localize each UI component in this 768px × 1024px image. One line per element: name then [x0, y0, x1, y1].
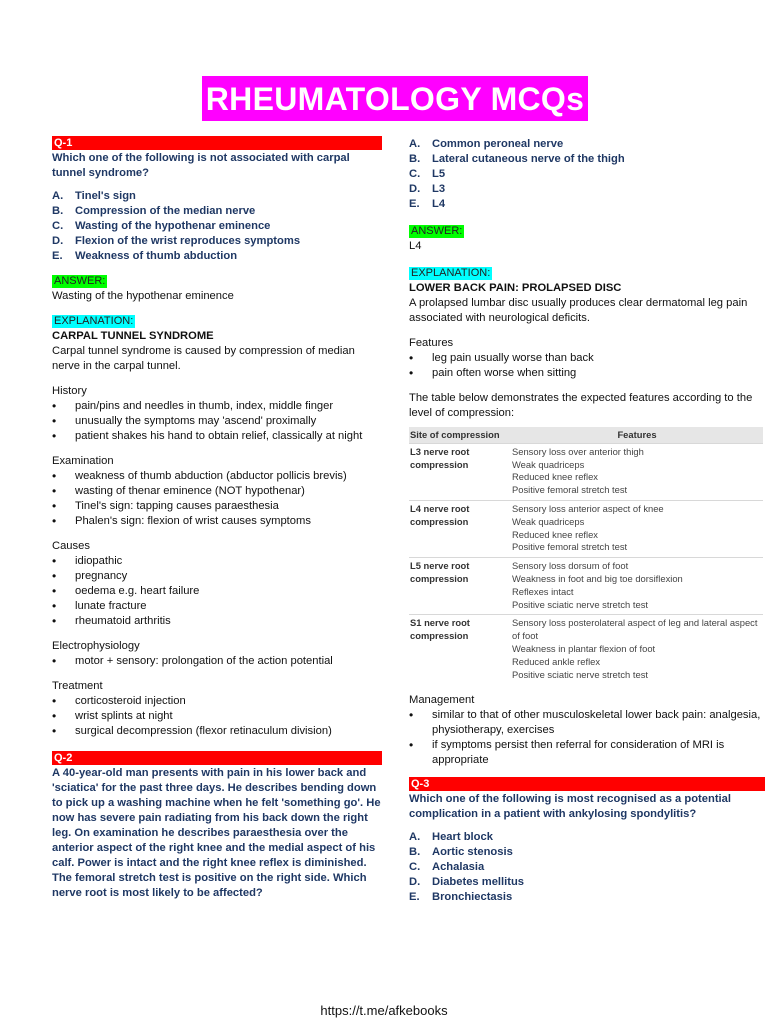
option-text: Wasting of the hypothenar eminence [75, 220, 271, 232]
option-letter: D. [409, 183, 421, 195]
bullet-item: • Phalen's sign: flexion of wrist causes symptoms [52, 514, 382, 529]
bullet-item: • wrist splints at night [52, 709, 382, 724]
option-text: Compression of the median nerve [75, 205, 256, 217]
section-heading: Management [409, 694, 475, 707]
option-item [409, 860, 765, 875]
explanation-badge: EXPLANATION: [54, 315, 134, 327]
feature-line: Weakness in plantar flexion of foot [512, 642, 656, 654]
feature-line: Positive sciatic nerve stretch test [512, 668, 648, 680]
bullet-list [52, 654, 382, 669]
site-cell: L4 nerve root compression [409, 500, 511, 557]
option-item [52, 234, 382, 249]
section-heading: Causes [52, 540, 90, 552]
bullet-item: • motor + sensory: prolongation of the action potential [52, 654, 382, 669]
bullet-item: • leg pain usually worse than back [409, 351, 765, 366]
option-text: Common peroneal nerve [432, 138, 564, 150]
bullet-item: • similar to that of other musculoskeletal lower back pain: analgesia, physiotherapy, exercises [409, 708, 765, 738]
feature-line: Sensory loss over anterior thigh [512, 445, 644, 457]
bullet-item: • pain often worse when sitting [409, 366, 765, 381]
feature-line: Sensory loss posterolateral aspect of leg and lateral aspect of foot [512, 617, 758, 642]
explanation-title: LOWER BACK PAIN: PROLAPSED DISC [409, 282, 622, 294]
option-letter: A. [409, 831, 421, 844]
option-item [52, 189, 382, 204]
bullet-item: • idiopathic [52, 554, 382, 569]
table-row [409, 615, 763, 684]
option-letter: B. [409, 846, 421, 859]
option-letter: C. [52, 220, 64, 232]
feature-line: Sensory loss anterior aspect of knee [512, 502, 664, 514]
options-list [52, 189, 382, 264]
option-text: L5 [432, 168, 446, 180]
feature-line: Positive sciatic nerve stretch test [512, 598, 648, 610]
feature-line: Reduced knee reflex [512, 471, 598, 483]
table-row [409, 500, 763, 557]
answer-badge: ANSWER: [54, 275, 106, 287]
option-text: Aortic stenosis [432, 846, 513, 859]
bullet-item: • wasting of thenar eminence (NOT hypothenar) [52, 484, 382, 499]
question-text: Which one of the following is most recognised as a potential complication in a patient with ankylosing spondylitis? [409, 793, 731, 821]
option-letter: D. [409, 876, 421, 889]
footer-link[interactable]: https://t.me/afkebooks [320, 1003, 448, 1018]
option-item [52, 249, 382, 264]
bullet-item: • lunate fracture [52, 599, 382, 614]
option-text: Weakness of thumb abduction [75, 250, 238, 262]
option-letter: A. [409, 138, 421, 150]
bullet-list [52, 399, 382, 444]
section-heading: Treatment [52, 680, 103, 692]
explanation-intro: Carpal tunnel syndrome is caused by compression of median nerve in the carpal tunnel. [52, 345, 355, 372]
option-item [409, 182, 765, 197]
question-label: Q-2 [52, 751, 382, 765]
features-cell [511, 443, 763, 500]
feature-line: Reduced knee reflex [512, 528, 598, 540]
option-letter: D. [52, 235, 64, 247]
option-letter: C. [409, 168, 421, 180]
option-text: L3 [432, 183, 446, 195]
answer-text: Wasting of the hypothenar eminence [52, 290, 234, 302]
table-row [409, 443, 763, 500]
options-list [409, 137, 765, 212]
option-text: Flexion of the wrist reproduces symptoms [75, 235, 301, 247]
table-intro: The table below demonstrates the expected features according to the level of compression: [409, 392, 753, 419]
bullet-item: • surgical decompression (flexor retinaculum division) [52, 724, 382, 739]
option-item [409, 167, 765, 182]
bullet-item: • oedema e.g. heart failure [52, 584, 382, 599]
option-item [52, 219, 382, 234]
explanation-badge: EXPLANATION: [411, 267, 491, 279]
option-item [409, 875, 765, 890]
section-heading: History [52, 385, 87, 397]
option-item [409, 197, 765, 212]
option-text: Diabetes mellitus [432, 876, 525, 889]
option-letter: E. [52, 250, 63, 262]
bullet-item: • rheumatoid arthritis [52, 614, 382, 629]
option-letter: B. [52, 205, 64, 217]
feature-line: Reduced ankle reflex [512, 655, 601, 667]
bullet-item: • pregnancy [52, 569, 382, 584]
feature-line: Positive femoral stretch test [512, 541, 628, 553]
bullet-item: • Tinel's sign: tapping causes paraesthesia [52, 499, 382, 514]
option-text: Achalasia [432, 861, 485, 874]
site-cell: L3 nerve root compression [409, 443, 511, 500]
table-header: Site of compression [409, 427, 511, 443]
right-column [409, 136, 765, 905]
option-text: L4 [432, 198, 446, 210]
bullet-list [409, 708, 765, 768]
option-text: Bronchiectasis [432, 891, 513, 904]
explanation-title: CARPAL TUNNEL SYNDROME [52, 330, 214, 342]
bullet-item: • weakness of thumb abduction (abductor pollicis brevis) [52, 469, 382, 484]
section-heading: Electrophysiology [52, 640, 140, 652]
option-item [409, 137, 765, 152]
bullet-item: • if symptoms persist then referral for consideration of MRI is appropriate [409, 738, 765, 768]
left-column [52, 136, 382, 901]
question-text: Which one of the following is not associated with carpal tunnel syndrome? [52, 152, 350, 179]
option-letter: E. [409, 198, 420, 210]
question-text: A 40-year-old man presents with pain in his lower back and 'sciatica' for the past three days. He describes bending down to pick up a washing machine when he felt 'something go'. He now has severe pain radiating from his back down the right leg. On examination he describes paraesthesia over the anterior aspect of the right knee and the medial aspect of his calf. Power is intact and the right knee reflex is diminished. The femoral stretch test is positive on the right side. Which nerve root is most likely to be affected? [52, 767, 381, 899]
features-cell [511, 500, 763, 557]
compression-table [409, 427, 763, 684]
site-cell: L5 nerve root compression [409, 558, 511, 615]
question-label: Q-1 [52, 136, 382, 150]
section-heading: Examination [52, 455, 114, 467]
option-item [409, 845, 765, 860]
table-header: Features [511, 427, 763, 443]
feature-line: Weak quadriceps [512, 515, 585, 527]
features-cell [511, 558, 763, 615]
option-item [52, 204, 382, 219]
features-cell [511, 615, 763, 684]
page-title: RHEUMATOLOGY MCQs [202, 76, 588, 121]
bullet-item: • corticosteroid injection [52, 694, 382, 709]
options-list [409, 830, 765, 905]
feature-line: Reflexes intact [512, 585, 574, 597]
answer-badge: ANSWER: [411, 225, 463, 237]
option-item [409, 152, 765, 167]
bullet-list [409, 351, 765, 381]
explanation-intro: A prolapsed lumbar disc usually produces clear dermatomal leg pain associated with neurological deficits. [409, 297, 748, 324]
option-letter: B. [409, 153, 421, 165]
option-item [409, 890, 765, 905]
site-cell: S1 nerve root compression [409, 615, 511, 684]
option-text: Tinel's sign [75, 190, 136, 202]
bullet-item: • patient shakes his hand to obtain relief, classically at night [52, 429, 382, 444]
feature-line: Weak quadriceps [512, 458, 585, 470]
feature-line: Positive femoral stretch test [512, 484, 628, 496]
bullet-item: • unusually the symptoms may 'ascend' proximally [52, 414, 382, 429]
bullet-list [52, 694, 382, 739]
option-text: Heart block [432, 831, 493, 844]
answer-text: L4 [409, 240, 422, 252]
option-letter: C. [409, 861, 421, 874]
feature-line: Sensory loss dorsum of foot [512, 560, 629, 572]
option-letter: A. [52, 190, 64, 202]
section-heading: Features [409, 337, 454, 349]
option-text: Lateral cutaneous nerve of the thigh [432, 153, 625, 165]
question-label: Q-3 [409, 777, 765, 791]
option-letter: E. [409, 891, 420, 904]
bullet-list [52, 554, 382, 629]
option-item [409, 830, 765, 845]
bullet-list [52, 469, 382, 529]
feature-line: Weakness in foot and big toe dorsiflexion [512, 572, 683, 584]
table-row [409, 558, 763, 615]
bullet-item: • pain/pins and needles in thumb, index, middle finger [52, 399, 382, 414]
